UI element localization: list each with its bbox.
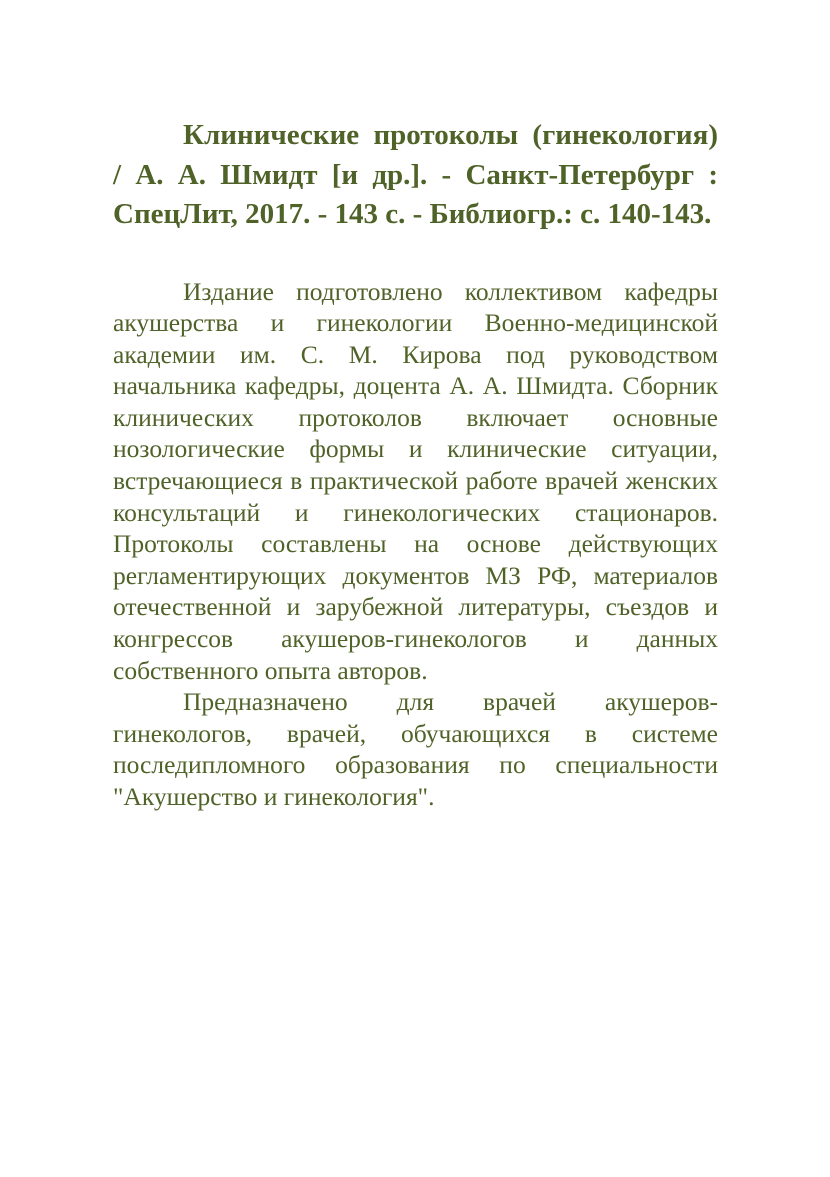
annotation-paragraph-1: Издание подготовлено коллективом кафедры акушерства и гинекологии Военно-медицинской академии им. С. М. Кирова под руководством начальника кафедры, доцента А. А. Шмидта. Сборник клинических протоколов включает основные нозологические формы и клинические ситуации, встречающиеся в практической работе врачей женских консультаций и гинекологических стационаров. Протоколы составлены на основе действующих регламентирующих документов МЗ РФ, материалов отечественной и зарубежной литературы, съездов и конгрессов акушеров-гинекологов и данных собственного опыта авторов.: [113, 276, 718, 685]
bibliographic-title: Клинические протоколы (гинекология) / А. А. Шмидт [и др.]. - Санкт-Петербург : СпецЛит, 2017. - 143 с. - Библиогр.: с. 140-143.: [113, 119, 718, 230]
document-page: [113, 116, 718, 813]
annotation-body: [113, 276, 718, 813]
annotation-paragraph-2: Предназначено для врачей акушеров-гинекологов, врачей, обучающихся в системе последипломного образования по специальности "Акушерство и гинекология".: [113, 687, 718, 811]
